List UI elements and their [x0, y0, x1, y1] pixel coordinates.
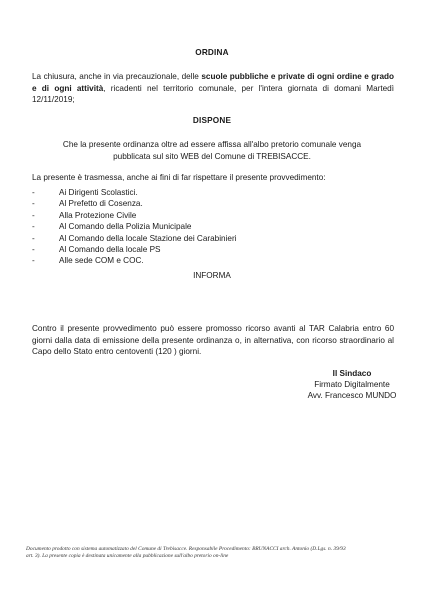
footer-line-2: art. 3). La presente copia è destinata unicamente alla pubblicazione sull'albo pretorio on-line [26, 553, 229, 560]
informa-paragraph: Contro il presente provvedimento può essere promosso ricorso avanti al TAR Calabria entro 60 giorni dalla data di emissione della presente ordinanza o, in alternativa, con ricorso straordinario al Capo dello Stato entro centoventi (120 ) giorni. [32, 324, 394, 356]
footer-line-1: Documento prodotto con sistema automatizzato del Comune di Trebisacce. Responsabile Procedimento: BRUNACCI arch. Antonio (D.Lgs. n. 39/93 [26, 546, 346, 552]
informa-heading: INFORMA [193, 271, 231, 280]
ordina-paragraph [32, 71, 394, 106]
list-item: - Al Prefetto di Cosenza. [32, 199, 143, 209]
signature-line-digital: Firmato Digitalmente [314, 380, 390, 389]
list-item: - Ai Dirigenti Scolastici. [32, 188, 138, 197]
transmission-intro: La presente è trasmessa, anche ai fini di far rispettare il presente provvedimento: [32, 173, 326, 182]
ordina-bold-text: scuole pubbliche e private di ogni ordine e grado e di ogni attività [32, 72, 394, 93]
dispone-paragraph: Che la presente ordinanza oltre ad essere affissa all'albo pretorio comunale venga pubblicata sul sito WEB del Comune di TREBISACCE. [62, 140, 362, 161]
recipients-list [32, 187, 237, 267]
list-item: - Alla Protezione Civile [32, 210, 137, 220]
list-item: - Al Comando della Polizia Municipale [32, 222, 192, 232]
signature-title: Il Sindaco [332, 369, 372, 378]
list-item: - Al Comando della locale PS [32, 245, 161, 255]
list-item: - Al Comando della locale Stazione dei Carabinieri [32, 233, 237, 243]
signature-line-name: Avv. Francesco MUNDO [307, 391, 397, 400]
list-item: - Alle sede COM e COC. [32, 256, 144, 266]
ordina-intro: La chiusura, anche in via precauzionale, delle [32, 72, 202, 81]
dispone-heading: DISPONE [192, 116, 232, 125]
footer-note [26, 546, 398, 560]
ordina-heading: ORDINA [195, 48, 229, 57]
ordina-rest: , ricadenti nel territorio comunale, per l'intera giornata di domani Martedì 12/11/2019; [32, 83, 395, 104]
